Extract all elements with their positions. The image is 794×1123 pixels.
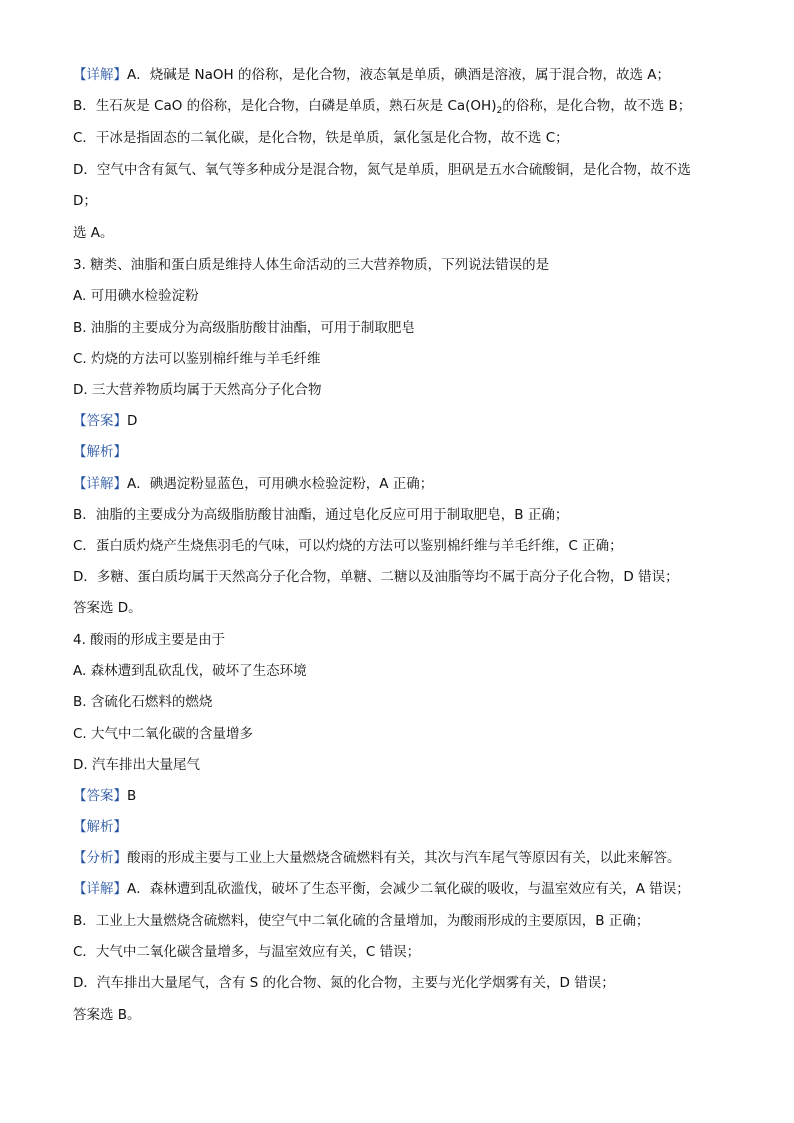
line-text: 答案选 D。 bbox=[73, 600, 142, 616]
line-text: A．碘遇淀粉显蓝色，可用碘水检验淀粉，A 正确； bbox=[127, 476, 434, 492]
line-text: 3. 糖类、油脂和蛋白质是维持人体生命活动的三大营养物质，下列说法错误的是 bbox=[73, 257, 550, 273]
analysis-tag: 【解析】 bbox=[73, 444, 127, 460]
fenxi-tag: 【分析】 bbox=[73, 850, 127, 866]
line-text: B．工业上大量燃烧含硫燃料，使空气中二氧化硫的含量增加，为酸雨形成的主要原因，B 正确； bbox=[73, 913, 650, 929]
line-text: 4. 酸雨的形成主要是由于 bbox=[73, 632, 226, 648]
answer-line bbox=[73, 411, 733, 431]
text-line bbox=[73, 1005, 733, 1025]
question-stem bbox=[73, 630, 733, 650]
text-line bbox=[73, 942, 733, 962]
line-text: B. 油脂的主要成分为高级脂肪酸甘油酯，可用于制取肥皂 bbox=[73, 320, 415, 336]
text-line bbox=[73, 505, 733, 525]
option-b bbox=[73, 692, 733, 712]
line-text: C．大气中二氧化碳含量增多，与温室效应有关，C 错误； bbox=[73, 944, 421, 960]
line-text: 答案选 B。 bbox=[73, 1007, 141, 1023]
detail-tag: 【详解】 bbox=[73, 476, 127, 492]
line-text: B. 含硫化石燃料的燃烧 bbox=[73, 694, 213, 710]
analysis-line bbox=[73, 442, 733, 462]
answer-tag: 【答案】 bbox=[73, 788, 127, 804]
text-line bbox=[73, 223, 733, 243]
line-text: C. 大气中二氧化碳的含量增多 bbox=[73, 726, 254, 742]
line-text: D．汽车排出大量尾气，含有 S 的化合物、氮的化合物，主要与光化学烟雾有关，D 错误； bbox=[73, 975, 615, 991]
line-text: A．烧碱是 NaOH 的俗称，是化合物，液态氧是单质，碘酒是溶液，属于混合物，故选 A； bbox=[127, 67, 670, 83]
text-line bbox=[73, 567, 733, 587]
analysis-tag: 【解析】 bbox=[73, 819, 127, 835]
text-line bbox=[73, 536, 733, 556]
line-text-continued: 的俗称，是化合物，故不选 B； bbox=[502, 98, 692, 114]
line-text: D. 三大营养物质均属于天然高分子化合物 bbox=[73, 382, 322, 398]
line-text: B．生石灰是 CaO 的俗称，是化合物，白磷是单质，熟石灰是 Ca(OH) bbox=[73, 98, 497, 114]
option-c bbox=[73, 349, 733, 369]
text-line bbox=[73, 911, 733, 931]
option-c bbox=[73, 724, 733, 744]
option-a bbox=[73, 286, 733, 306]
line-text: C. 灼烧的方法可以鉴别棉纤维与羊毛纤维 bbox=[73, 351, 321, 367]
line-text: D； bbox=[73, 193, 97, 209]
answer-value: D bbox=[127, 413, 138, 429]
line-text: D．多糖、蛋白质均属于天然高分子化合物，单糖、二糖以及油脂等均不属于高分子化合物，D 错误； bbox=[73, 569, 679, 585]
analysis-line bbox=[73, 817, 733, 837]
answer-value: B bbox=[127, 788, 137, 804]
detail-line bbox=[73, 879, 733, 899]
line-text: 选 A。 bbox=[73, 225, 114, 241]
line-text: C．蛋白质灼烧产生烧焦羽毛的气味，可以灼烧的方法可以鉴别棉纤维与羊毛纤维，C 正确； bbox=[73, 538, 623, 554]
fenxi-line bbox=[73, 848, 733, 868]
detail-tag: 【详解】 bbox=[73, 67, 127, 83]
text-line bbox=[73, 191, 733, 211]
text-line bbox=[73, 128, 733, 148]
line-text: A. 可用碘水检验淀粉 bbox=[73, 288, 199, 304]
line-text: A．森林遭到乱砍滥伐，破坏了生态平衡，会减少二氧化碳的吸收，与温室效应有关，A 错误； bbox=[127, 881, 690, 897]
text-line bbox=[73, 160, 733, 180]
text-line bbox=[73, 598, 733, 618]
line-text: C．干冰是指固态的二氧化碳，是化合物，铁是单质，氯化氢是化合物，故不选 C； bbox=[73, 130, 569, 146]
line-text: B．油脂的主要成分为高级脂肪酸甘油酯，通过皂化反应可用于制取肥皂，B 正确； bbox=[73, 507, 569, 523]
detail-line bbox=[73, 65, 733, 85]
answer-line bbox=[73, 786, 733, 806]
option-d bbox=[73, 380, 733, 400]
question-stem bbox=[73, 255, 733, 275]
line-text: D. 汽车排出大量尾气 bbox=[73, 757, 200, 773]
answer-tag: 【答案】 bbox=[73, 413, 127, 429]
detail-tag: 【详解】 bbox=[73, 881, 127, 897]
detail-line bbox=[73, 474, 733, 494]
option-b bbox=[73, 318, 733, 338]
subscript: 2 bbox=[496, 106, 503, 116]
text-line bbox=[73, 96, 733, 121]
line-text: A. 森林遭到乱砍乱伐，破坏了生态环境 bbox=[73, 663, 307, 679]
line-text: D．空气中含有氮气、氧气等多种成分是混合物，氮气是单质，胆矾是五水合硫酸铜，是化合物，故不选 bbox=[73, 162, 691, 178]
line-text: 酸雨的形成主要与工业上大量燃烧含硫燃料有关，其次与汽车尾气等原因有关，以此来解答。 bbox=[127, 850, 681, 866]
text-line bbox=[73, 973, 733, 993]
option-a bbox=[73, 661, 733, 681]
option-d bbox=[73, 755, 733, 775]
